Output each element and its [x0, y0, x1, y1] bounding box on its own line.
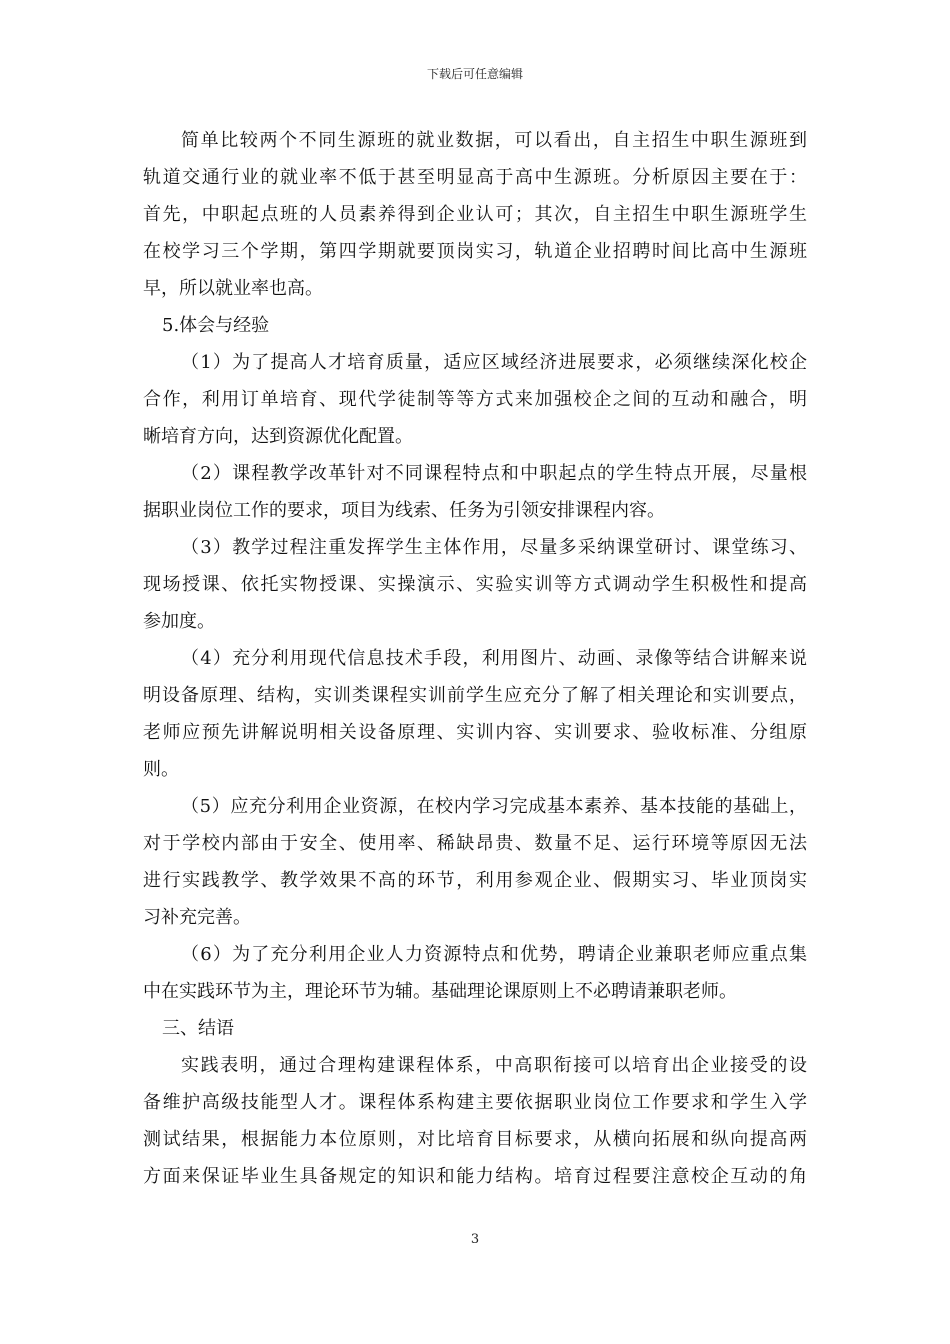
page-header: 下载后可任意编辑 [426, 67, 523, 81]
paragraph [143, 788, 807, 936]
text-line: 合作，利用订单培育、现代学徒制等等方式来加强校企之间的互动和融合，明 [143, 389, 807, 410]
text-line: 则。 [143, 759, 179, 780]
document-body [143, 122, 807, 1195]
page-number: 3 [470, 1232, 480, 1247]
text-line: 据职业岗位工作的要求，项目为线索、任务为引领安排课程内容。 [143, 500, 665, 521]
text-line: （5）应充分利用企业资源，在校内学习完成基本素养、基本技能的基础上， [181, 796, 807, 817]
text-line: 备维护高级技能型人才。课程体系构建主要依据职业岗位工作要求和学生入学 [143, 1092, 807, 1113]
paragraph [143, 455, 807, 529]
text-line: 轨道交通行业的就业率不低于甚至明显高于高中生源班。分析原因主要在于： [143, 167, 807, 188]
text-line: （6）为了充分利用企业人力资源特点和优势，聘请企业兼职老师应重点集 [181, 944, 807, 965]
text-line: 简单比较两个不同生源班的就业数据，可以看出，自主招生中职生源班到 [181, 130, 807, 151]
text-line: 早，所以就业率也高。 [143, 278, 323, 299]
text-line: 进行实践教学、教学效果不高的环节，利用参观企业、假期实习、毕业顶岗实 [143, 870, 807, 891]
text-line: （2）课程教学改革针对不同课程特点和中职起点的学生特点开展，尽量根 [181, 463, 807, 484]
text-line: 首先，中职起点班的人员素养得到企业认可；其次，自主招生中职生源班学生 [143, 204, 807, 225]
paragraph [143, 936, 807, 1010]
text-line: 中在实践环节为主，理论环节为辅。基础理论课原则上不必聘请兼职老师。 [143, 981, 737, 1002]
text-line: 对于学校内部由于安全、使用率、稀缺昂贵、数量不足、运行环境等原因无法 [143, 833, 807, 854]
text-line: 老师应预先讲解说明相关设备原理、实训内容、实训要求、验收标准、分组原 [143, 722, 807, 743]
section-heading [143, 307, 807, 344]
paragraph [143, 1047, 807, 1195]
text-line: 现场授课、依托实物授课、实操演示、实验实训等方式调动学生积极性和提高 [143, 574, 807, 595]
heading-text: 三、结语 [162, 1018, 234, 1039]
text-line: 实践表明，通过合理构建课程体系，中高职衔接可以培育出企业接受的设 [181, 1055, 807, 1076]
paragraph [143, 529, 807, 640]
text-line: 在校学习三个学期，第四学期就要顶岗实习，轨道企业招聘时间比高中生源班 [143, 241, 807, 262]
text-line: （4）充分利用现代信息技术手段，利用图片、动画、录像等结合讲解来说 [181, 648, 807, 669]
text-line: （3）教学过程注重发挥学生主体作用，尽量多采纳课堂研讨、课堂练习、 [181, 537, 807, 558]
text-line: 晰培育方向，达到资源优化配置。 [143, 426, 413, 447]
text-line: 测试结果，根据能力本位原则，对比培育目标要求，从横向拓展和纵向提高两 [143, 1129, 807, 1150]
text-line: 明设备原理、结构，实训类课程实训前学生应充分了解了相关理论和实训要点， [143, 685, 807, 706]
text-line: （1）为了提高人才培育质量，适应区域经济进展要求，必须继续深化校企 [181, 352, 807, 373]
heading-text: 5.体会与经验 [162, 315, 270, 336]
text-line: 参加度。 [143, 611, 215, 632]
section-heading [143, 1010, 807, 1047]
paragraph [143, 122, 807, 307]
paragraph [143, 640, 807, 788]
paragraph [143, 344, 807, 455]
text-line: 方面来保证毕业生具备规定的知识和能力结构。培育过程要注意校企互动的角 [143, 1166, 807, 1187]
text-line: 习补充完善。 [143, 907, 251, 928]
